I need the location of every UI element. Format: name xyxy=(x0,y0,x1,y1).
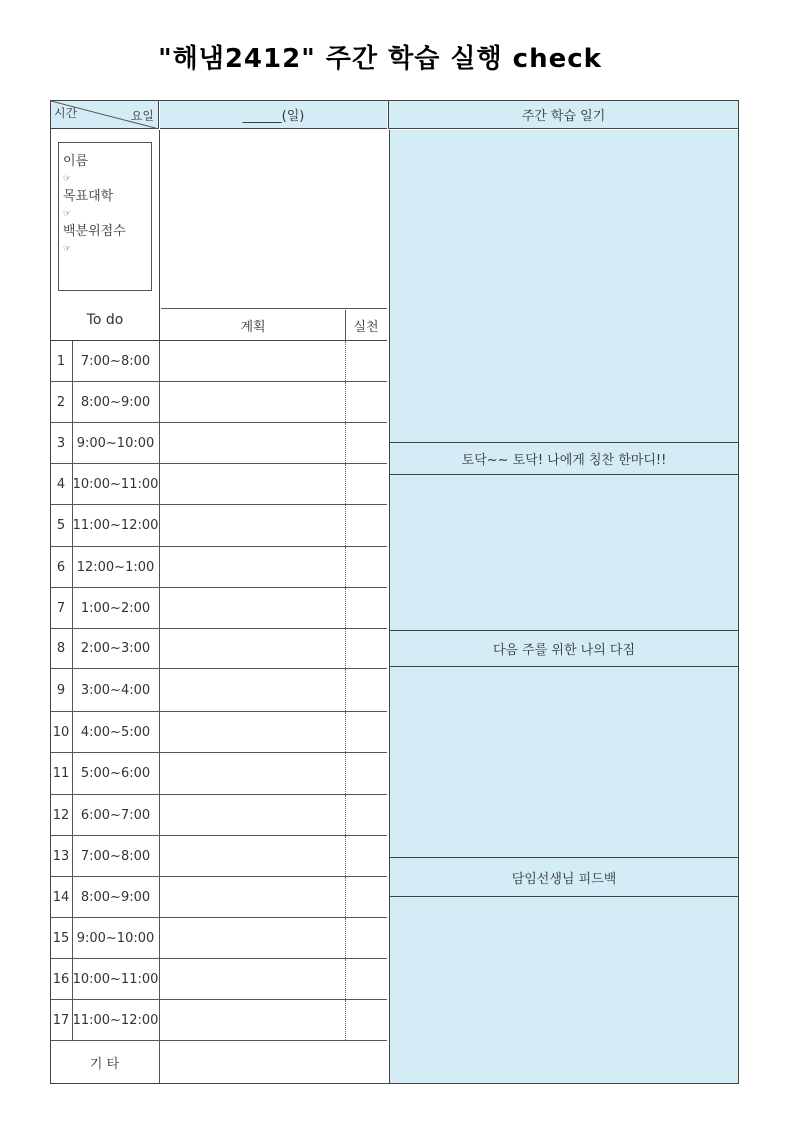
resolution-label: 다음 주를 위한 나의 다짐 xyxy=(492,643,636,658)
row-number: 1 xyxy=(56,354,66,369)
time-slot: 8:00~9:00 xyxy=(80,890,151,905)
row-number: 16 xyxy=(52,972,70,987)
plan-cell[interactable] xyxy=(160,918,345,959)
time-slot: 4:00~5:00 xyxy=(80,725,151,740)
plan-cell[interactable] xyxy=(160,423,345,464)
done-cell[interactable] xyxy=(346,836,387,877)
resolution-area[interactable] xyxy=(389,667,738,858)
day-column-label: ______(일) xyxy=(242,109,305,124)
time-slot: 5:00~6:00 xyxy=(80,766,151,781)
row-number: 10 xyxy=(52,725,70,740)
done-cell[interactable] xyxy=(346,505,387,547)
time-slot: 10:00~11:00 xyxy=(72,972,159,987)
todo-label: To do xyxy=(86,312,124,328)
time-slot: 3:00~4:00 xyxy=(80,683,151,698)
schedule-row xyxy=(50,999,387,1040)
row-number: 12 xyxy=(52,808,70,823)
plan-cell[interactable] xyxy=(160,629,345,669)
row-number: 9 xyxy=(56,683,66,698)
row-number: 3 xyxy=(56,436,66,451)
praise-header xyxy=(389,442,738,475)
time-slot: 11:00~12:00 xyxy=(72,518,159,533)
percentile-score-label: 백분위점수 xyxy=(63,224,126,239)
time-day-header xyxy=(51,101,159,129)
plan-cell[interactable] xyxy=(160,547,345,588)
feedback-header xyxy=(389,857,738,897)
schedule-row xyxy=(50,463,387,504)
done-cell[interactable] xyxy=(346,423,387,464)
day-label: 요일 xyxy=(130,109,154,123)
schedule-row xyxy=(50,958,387,999)
schedule-row xyxy=(50,628,387,668)
time-label: 시간 xyxy=(54,106,78,120)
plan-cell[interactable] xyxy=(160,877,345,918)
done-cell[interactable] xyxy=(346,382,387,423)
praise-label: 토닥~~ 토닥! 나에게 칭찬 한마디!! xyxy=(461,453,667,468)
row-number: 7 xyxy=(56,601,66,616)
schedule-row xyxy=(50,546,387,587)
time-slot: 11:00~12:00 xyxy=(72,1013,159,1028)
schedule-row xyxy=(50,835,387,876)
time-slot: 9:00~10:00 xyxy=(76,436,155,451)
row-number: 2 xyxy=(56,395,66,410)
row-number: 11 xyxy=(52,766,70,781)
time-slot: 10:00~11:00 xyxy=(72,477,159,492)
pointer-icon: ☞ xyxy=(63,209,72,219)
resolution-header xyxy=(389,630,738,667)
plan-cell[interactable] xyxy=(160,464,345,505)
done-cell[interactable] xyxy=(346,877,387,918)
plan-cell[interactable] xyxy=(160,712,345,753)
plan-cell[interactable] xyxy=(160,1000,345,1041)
daily-notes-area[interactable] xyxy=(161,130,387,309)
plan-cell[interactable] xyxy=(160,795,345,836)
etc-input[interactable] xyxy=(160,1041,387,1083)
done-cell[interactable] xyxy=(346,341,387,382)
plan-cell[interactable] xyxy=(160,753,345,795)
time-slot: 8:00~9:00 xyxy=(80,395,151,410)
done-cell[interactable] xyxy=(346,464,387,505)
time-slot: 2:00~3:00 xyxy=(80,641,151,656)
feedback-label: 담임선생님 피드백 xyxy=(511,871,617,887)
done-cell[interactable] xyxy=(346,753,387,795)
target-university-label: 목표대학 xyxy=(63,189,114,204)
done-cell[interactable] xyxy=(346,795,387,836)
schedule-row xyxy=(50,711,387,752)
schedule-row xyxy=(50,504,387,546)
diary-header xyxy=(388,101,738,129)
row-number: 4 xyxy=(56,477,66,492)
pointer-icon: ☞ xyxy=(63,174,72,184)
row-number: 13 xyxy=(52,849,70,864)
schedule-row xyxy=(50,917,387,958)
feedback-area[interactable] xyxy=(389,897,738,1083)
schedule-row xyxy=(50,794,387,835)
time-slot: 7:00~8:00 xyxy=(80,354,151,369)
schedule-row xyxy=(50,587,387,628)
name-label: 이름 xyxy=(63,154,89,169)
time-slot: 9:00~10:00 xyxy=(76,931,155,946)
done-cell[interactable] xyxy=(346,629,387,669)
time-slot: 7:00~8:00 xyxy=(80,849,151,864)
praise-area[interactable] xyxy=(389,475,738,631)
row-number: 14 xyxy=(52,890,70,905)
done-cell[interactable] xyxy=(346,918,387,959)
day-column-header xyxy=(160,101,387,129)
row-number: 15 xyxy=(52,931,70,946)
time-slot: 6:00~7:00 xyxy=(80,808,151,823)
row-number: 5 xyxy=(56,518,66,533)
diary-area[interactable] xyxy=(389,130,738,442)
plan-header: 계획 xyxy=(240,319,266,335)
plan-cell[interactable] xyxy=(160,669,345,712)
plan-cell[interactable] xyxy=(160,341,345,382)
plan-cell[interactable] xyxy=(160,959,345,1000)
row-number: 8 xyxy=(56,641,66,656)
plan-cell[interactable] xyxy=(160,588,345,629)
plan-cell[interactable] xyxy=(160,505,345,547)
plan-cell[interactable] xyxy=(160,836,345,877)
schedule-row xyxy=(50,381,387,422)
done-cell[interactable] xyxy=(346,669,387,712)
row-number: 17 xyxy=(52,1013,70,1028)
schedule-row xyxy=(50,668,387,711)
done-cell[interactable] xyxy=(346,959,387,1000)
student-info-box xyxy=(58,142,152,291)
row-number: 6 xyxy=(56,560,66,575)
plan-cell[interactable] xyxy=(160,382,345,423)
time-slot: 12:00~1:00 xyxy=(76,560,155,575)
done-header: 실천 xyxy=(353,319,379,335)
page-title: "해냄2412" 주간 학습 실행 check xyxy=(158,44,602,74)
etc-row xyxy=(50,1040,387,1083)
etc-label: 기 타 xyxy=(89,1056,120,1072)
schedule-row xyxy=(50,752,387,794)
schedule-row xyxy=(50,422,387,463)
diary-label: 주간 학습 일기 xyxy=(521,109,606,124)
done-cell[interactable] xyxy=(346,712,387,753)
done-cell[interactable] xyxy=(346,588,387,629)
done-cell[interactable] xyxy=(346,1000,387,1041)
time-slot: 1:00~2:00 xyxy=(80,601,151,616)
done-cell[interactable] xyxy=(346,547,387,588)
pointer-icon: ☞ xyxy=(63,244,72,254)
schedule-row xyxy=(50,340,387,381)
schedule-row xyxy=(50,876,387,917)
